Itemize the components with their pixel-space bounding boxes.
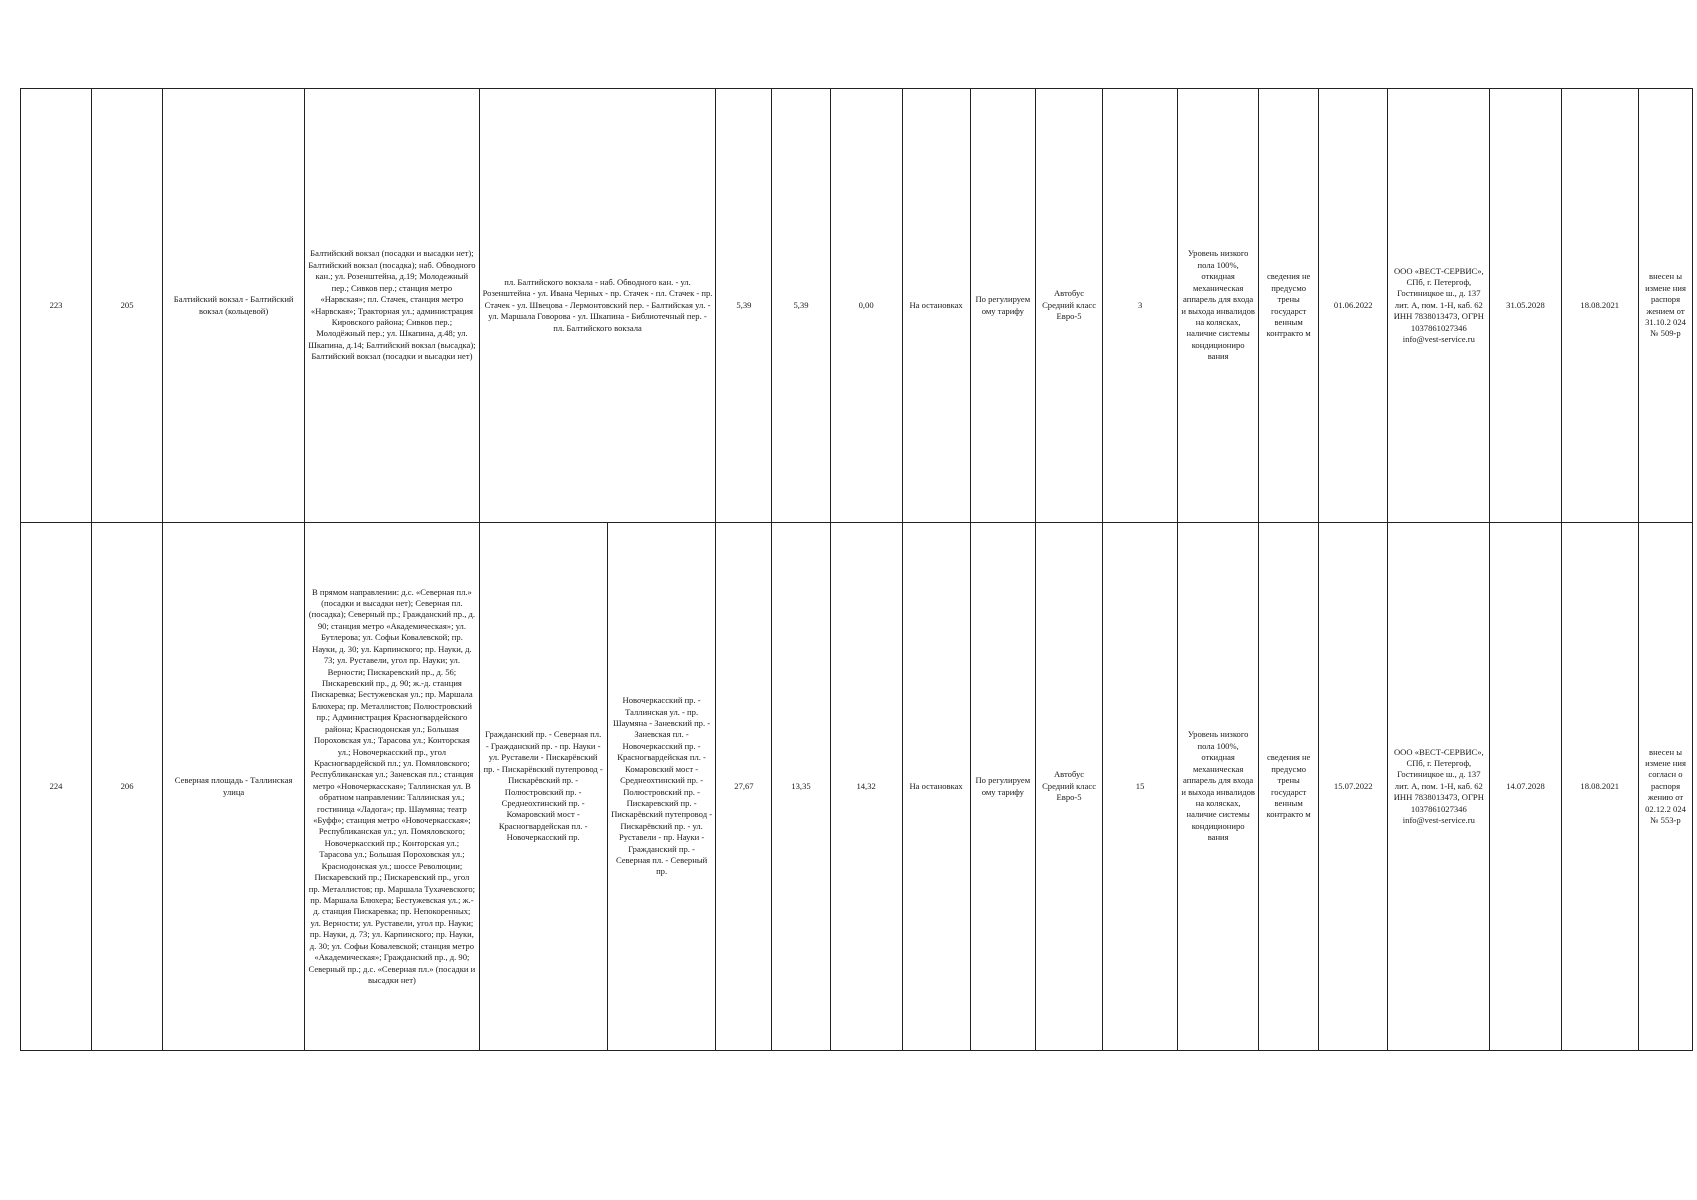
length-forward-cell: 13,35: [772, 523, 830, 1051]
streets-list-cell: пл. Балтийского вокзала - наб. Обводного кан. - ул. Розенштейна - ул. Ивана Черных - пр. Стачек - пл. Стачек - пр. Стачек - ул. Швецова - Лермонтовский пер. - Балтийская ул. - ул. Маршала Говорова - ул. Шкапина - Библиотечный пер. - пл. Балтийского вокзала: [479, 89, 716, 523]
stops-list-cell: В прямом направлении: д.с. «Северная пл.» (посадки и высадки нет); Северная пл. (посадка); Северный пр.; Гражданский пр., д. 90; станция метро «Академическая»; ул. Бутлерова; ул. Софьи Ковалевской; пр. Науки, д. 30; ул. Карпинского; пр. Науки, д. 73; ул. Руставели, угол пр. Науки; ул. Верности; Пискаревский пр., д. 56; Пискаревский пр., д. 90; ж.-д. станция Пискаревка; Бестужевская ул.; пр. Маршала Блюхера; пр. Металлистов; Полюстровский пр.; Администрация Красногвардейского района; Краснодонская ул.; Большая Пороховская ул.; Тарасова ул.; Конторская ул.; Новочеркасский пр., угол Красногвардейской пл.; ул. Помяловского; Республиканская ул.; Заневская пл.; станция метро «Новочеркасская»; Таллинская ул. В обратном направлении: Таллинская ул.; гостиница «Ладога»; пр. Шаумяна; театр «Буфф»; станция метро «Новочеркасская»; Республиканская ул.; ул. Помяловского; Новочеркасский пр.; Конторская ул.; Тарасова ул.; Большая Пороховская ул.; Краснодонская ул.; шоссе Революции; Пискаревский пр.; Пискаревский пр., угол пр. Металлистов; пр. Маршала Тухачевского; пр. Маршала Блюхера; Бестужевская ул.; ж.-д. станция Пискаревка; пр. Непокоренных; ул. Верности; ул. Руставели, угол пр. Науки; пр. Науки, д. 73; ул. Карпинского; пр. Науки, д. 30; ул. Софьи Ковалевской; станция метро «Академическая»; Гражданский пр., д. 90; Северный пр.; д.с. «Северная пл.» (посадки и высадки нет): [305, 523, 479, 1051]
route-register-table: [20, 88, 1693, 1051]
streets-reverse-cell: Новочеркасский пр. - Таллинская ул. - пр. Шаумяна - Заневский пр. - Заневская пл. - Новочеркасский пр. - Красногвардейская пл. - Комаровский мост - Среднеохтинский пр. - Полюстровский пр. - Пискаревский пр. - Пискарёвский путепровод - Пискарёвский пр. - ул. Руставели - пр. Науки - Гражданский пр. - Северная пл. - Северный пр.: [607, 523, 716, 1051]
contract-info-cell: сведения не предусмо трены государст венным контракто м: [1259, 523, 1319, 1051]
route-number-cell: 205: [92, 89, 163, 523]
length-total-cell: 5,39: [716, 89, 772, 523]
carrier-cell: ООО «ВЕСТ-СЕРВИС», СПб, г. Петергоф, Гостиницкое ш., д. 137 лит. А, пом. 1-Н, каб. 62 ИНН 7838013473, ОГРН 1037861027346 info@vest-service.ru: [1388, 523, 1490, 1051]
streets-forward-cell: Гражданский пр. - Северная пл. - Гражданский пр. - пр. Науки - ул. Руставели - Пискарёвский пр. - Пискарёвский путепровод - Пискарёвский пр. - Полюстровский пр. - Среднеохтинский пр. - Комаровский мост - Красногвардейская пл. - Новочеркасский пр.: [479, 523, 607, 1051]
vehicle-count-cell: 3: [1102, 89, 1177, 523]
route-name-cell: Северная площадь - Таллинская улица: [163, 523, 305, 1051]
tariff-cell: По регулируем ому тарифу: [970, 89, 1036, 523]
route-number-cell: 206: [92, 523, 163, 1051]
end-date-cell: 31.05.2028: [1490, 89, 1561, 523]
route-name-cell: Балтийский вокзал - Балтийский вокзал (кольцевой): [163, 89, 305, 523]
carrier-cell: ООО «ВЕСТ-СЕРВИС», СПб, г. Петергоф, Гостиницкое ш., д. 137 лит. А, пом. 1-Н, каб. 62 ИНН 7838013473, ОГРН 1037861027346 info@vest-service.ru: [1388, 89, 1490, 523]
table-row: [21, 523, 1693, 1051]
end-date-cell: 14.07.2028: [1490, 523, 1561, 1051]
stop-order-cell: На остановках: [902, 523, 970, 1051]
vehicle-characteristics-cell: Уровень низкого пола 100%, откидная механическая аппарель для входа и выхода инвалидов на колясках, наличие системы кондициониро вания: [1178, 523, 1259, 1051]
contract-info-cell: сведения не предусмо трены государст венным контракто м: [1259, 89, 1319, 523]
note-cell: внесен ы измене ния распоря жением от 31.10.2 024 № 509-р: [1639, 89, 1693, 523]
length-backward-cell: 0,00: [830, 89, 902, 523]
registry-number-cell: 223: [21, 89, 92, 523]
vehicle-type-cell: Автобус Средний класс Евро-5: [1036, 89, 1103, 523]
length-forward-cell: 5,39: [772, 89, 830, 523]
stop-order-cell: На остановках: [902, 89, 970, 523]
registry-number-cell: 224: [21, 523, 92, 1051]
tariff-cell: По регулируем ому тарифу: [970, 523, 1036, 1051]
vehicle-type-cell: Автобус Средний класс Евро-5: [1036, 523, 1103, 1051]
table-row: [21, 89, 1693, 523]
length-total-cell: 27,67: [716, 523, 772, 1051]
start-date-cell: 15.07.2022: [1319, 523, 1388, 1051]
start-date-cell: 01.06.2022: [1319, 89, 1388, 523]
length-backward-cell: 14,32: [830, 523, 902, 1051]
vehicle-characteristics-cell: Уровень низкого пола 100%, откидная механическая аппарель для входа и выхода инвалидов на колясках, наличие системы кондициониро вания: [1178, 89, 1259, 523]
stops-list-cell: Балтийский вокзал (посадки и высадки нет); Балтийский вокзал (посадка); наб. Обводного кан.; ул. Розенштейна, д.19; Молодежный пер.; Сивков пер.; станция метро «Нарвская»; пл. Стачек, станция метро «Нарвская»; Тракторная ул.; администрация Кировского района; Сивков пер.; Молодёжный пер.; ул. Шкапина, д.48; ул. Шкапина, д.14; Балтийский вокзал (высадка); Балтийский вокзал (посадки и высадки нет): [305, 89, 479, 523]
note-cell: внесен ы измене ния согласн о распоря жению от 02.12.2 024 № 553-р: [1639, 523, 1693, 1051]
vehicle-count-cell: 15: [1102, 523, 1177, 1051]
registration-date-cell: 18.08.2021: [1561, 523, 1639, 1051]
registration-date-cell: 18.08.2021: [1561, 89, 1639, 523]
